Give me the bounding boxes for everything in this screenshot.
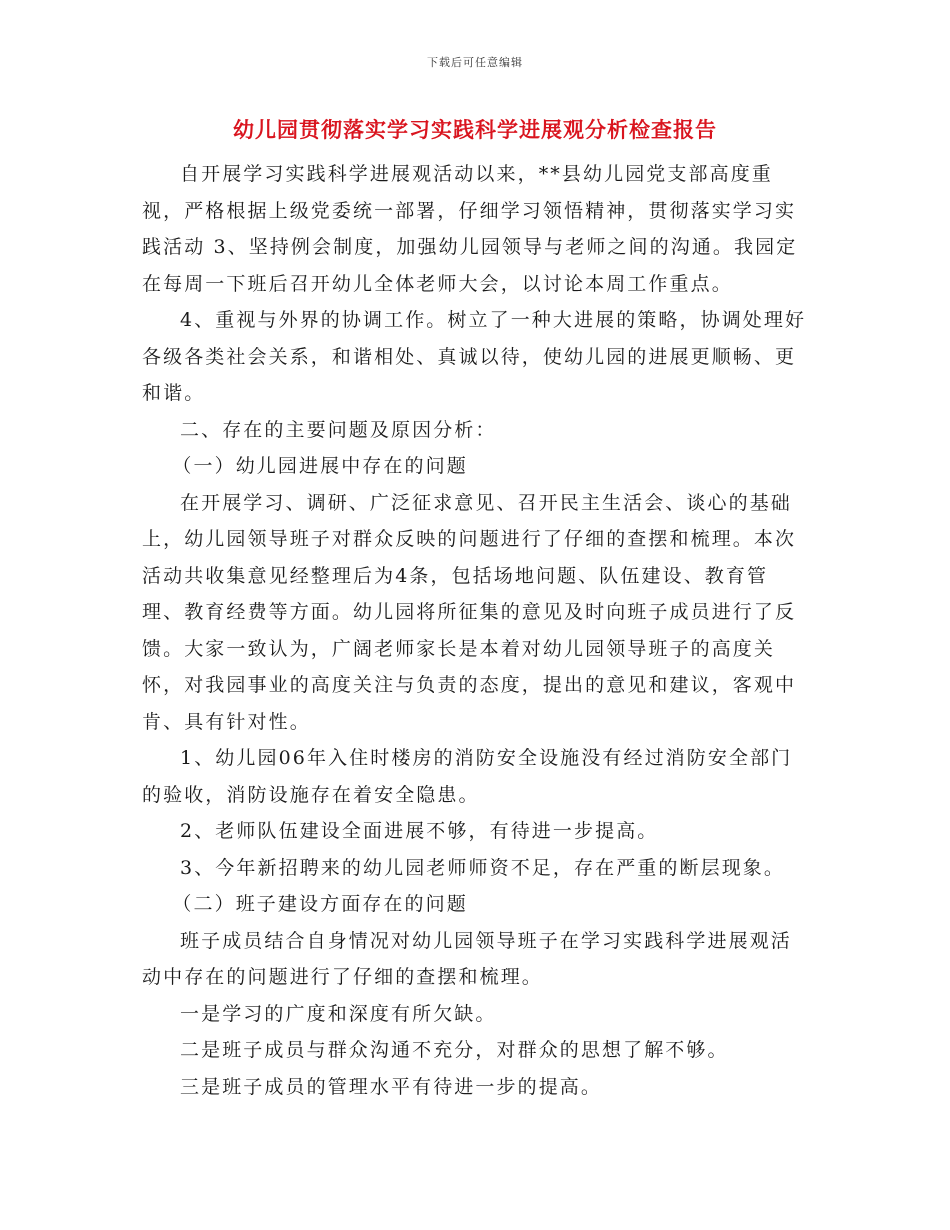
problem-item-3: 3、今年新招聘来的幼儿园老师师资不足，存在严重的断层现象。 bbox=[180, 856, 785, 879]
team-issue-1: 一是学习的广度和深度有所欠缺。 bbox=[180, 1002, 497, 1025]
paragraph-intro: 自开展学习实践科学进展观活动以来，**县幼儿园党支部高度重视，严格根据上级党委统一部署，仔细学习领悟精神，贯彻落实学习实践活动 3、坚持例会制度，加强幼儿园领导与老师之间的沟通。我园定在每周一下班后召开幼儿全体老师大会，以讨论本周工作重点。 bbox=[142, 163, 798, 295]
problem-item-1: 1、幼儿园06年入住时楼房的消防安全设施没有经过消防安全部门的验收，消防设施存在着安全隐患。 bbox=[142, 747, 793, 806]
team-issue-2: 二是班子成员与群众沟通不充分，对群众的思想了解不够。 bbox=[180, 1039, 729, 1061]
paragraph-team-review: 班子成员结合自身情况对幼儿园领导班子在学习实践科学进展观活动中存在的问题进行了仔细的查摆和梳理。 bbox=[142, 929, 792, 988]
team-issue-3: 三是班子成员的管理水平有待进一步的提高。 bbox=[180, 1075, 603, 1098]
document-body bbox=[142, 156, 810, 1105]
paragraph-item-4: 4、重视与外界的协调工作。树立了一种大进展的策略，协调处理好各级各类社会关系，和谐相处、真诚以待，使幼儿园的进展更顺畅、更和谐。 bbox=[142, 309, 807, 404]
header-note: 下载后可任意编辑 bbox=[427, 56, 523, 69]
paragraph-feedback: 在开展学习、调研、广泛征求意见、召开民主生活会、谈心的基础上，幼儿园领导班子对群众反映的问题进行了仔细的查摆和梳理。本次活动共收集意见经整理后为4条，包括场地问题、队伍建设、教育管理、教育经费等方面。幼儿园将所征集的意见及时向班子成员进行了反馈。大家一致认为，广阔老师家长是本着对幼儿园领导班子的高度关怀，对我园事业的高度关注与负责的态度，提出的意见和建议，客观中肯、具有针对性。 bbox=[142, 491, 797, 733]
problem-item-2: 2、老师队伍建设全面进展不够，有待进一步提高。 bbox=[180, 820, 659, 842]
subsection-heading-team: （二）班子建设方面存在的问题 bbox=[172, 893, 468, 915]
document-title: 幼儿园贯彻落实学习实践科学进展观分析检查报告 bbox=[233, 117, 717, 142]
subsection-heading-kindergarten: （一）幼儿园进展中存在的问题 bbox=[172, 455, 468, 477]
section-heading-problems: 二、存在的主要问题及原因分析： bbox=[180, 418, 497, 441]
